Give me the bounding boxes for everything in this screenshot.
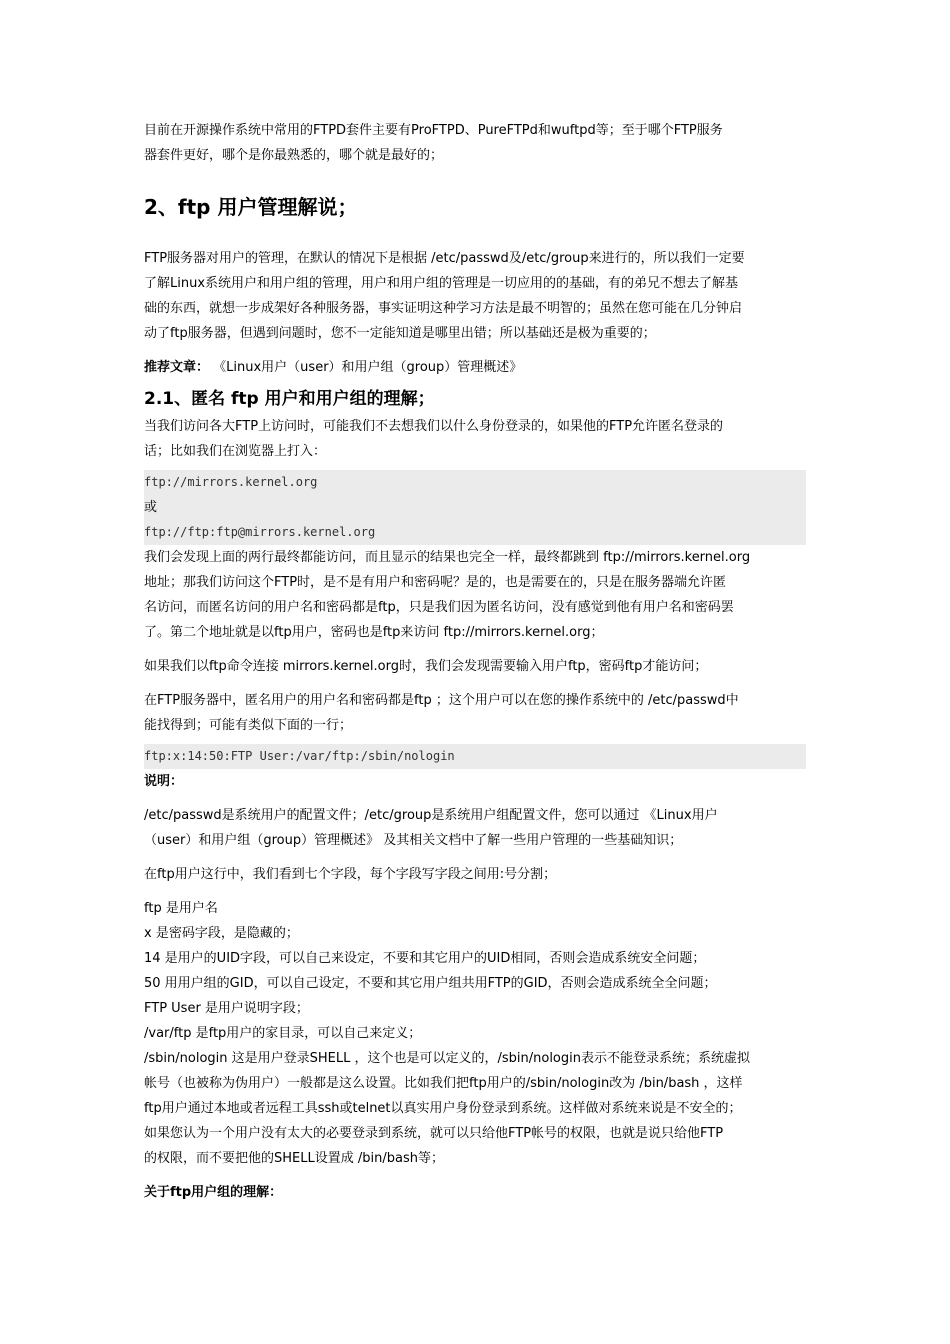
field-line: /var/ftp 是ftp用户的家目录，可以自己来定义； xyxy=(144,1026,422,1041)
note-label: 说明： xyxy=(144,774,184,789)
code-line: ftp://ftp:ftp@mirrors.kernel.org xyxy=(144,525,376,539)
intro-paragraph xyxy=(144,118,806,168)
paragraph-line: 了解Linux系统用户和用户组的管理，用户和用户组的管理是一切应用的的基础，有的弟兄不想去了解基 xyxy=(144,276,739,291)
field-line: 如果您认为一个用户没有太大的必要登录到系统，就可以只给他FTP帐号的权限，也就是说只给他FTP xyxy=(144,1126,724,1141)
paragraph-line: 地址；那我们访问这个FTP时，是不是有用户和密码呢？是的，也是需要在的，只是在服务器端允许匿 xyxy=(144,575,727,590)
recommend-label: 推荐文章： xyxy=(144,360,210,375)
section21-paragraph-1 xyxy=(144,414,806,464)
paragraph-line: （user）和用户组（group）管理概述》 及其相关文档中了解一些用户管理的一些基础知识； xyxy=(144,833,683,848)
paragraph-line: /etc/passwd是系统用户的配置文件；/etc/group是系统用户组配置文件，您可以通过 《Linux用户 xyxy=(144,808,718,823)
paragraph-line: 我们会发现上面的两行最终都能访问，而且显示的结果也完全一样，最终都跳到 ftp://mirrors.kernel.org xyxy=(144,550,751,565)
paragraph-line: 话；比如我们在浏览器上打入： xyxy=(144,444,327,459)
code-block-passwd xyxy=(144,744,806,769)
section2-paragraph xyxy=(144,246,806,346)
field-line: /sbin/nologin 这是用户登录SHELL ，这个也是可以定义的，/sbin/nologin表示不能登录系统；系统虚拟 xyxy=(144,1051,750,1066)
paragraph-line: 了。第二个地址就是以ftp用户，密码也是ftp来访问 ftp://mirrors.kernel.org； xyxy=(144,625,604,640)
section21-paragraph-3: 如果我们以ftp命令连接 mirrors.kernel.org时，我们会发现需要输入用户ftp，密码ftp才能访问； xyxy=(144,659,708,674)
section-heading: 2、ftp 用户管理解说； xyxy=(144,195,358,219)
section21-paragraph-2 xyxy=(144,545,806,645)
code-line: 或 xyxy=(144,500,158,515)
paragraph-line: 能找得到；可能有类似下面的一行； xyxy=(144,718,353,733)
field-line: FTP User 是用户说明字段； xyxy=(144,1001,309,1016)
paragraph-line: 当我们访问各大FTP上访问时，可能我们不去想我们以什么身份登录的，如果他的FTP允许匿名登录的 xyxy=(144,419,724,434)
paragraph-line: 动了ftp服务器，但遇到问题时，您不一定能知道是哪里出错；所以基础还是极为重要的； xyxy=(144,326,656,341)
subsection-heading: 2.1、匿名 ftp 用户和用户组的理解； xyxy=(144,389,435,409)
field-line: 帐号（也被称为伪用户）一般都是这么设置。比如我们把ftp用户的/sbin/nologin改为 /bin/bash ，这样 xyxy=(144,1076,743,1091)
recommend-line xyxy=(144,355,806,380)
code-block-urls xyxy=(144,470,806,545)
code-line: ftp:x:14:50:FTP User:/var/ftp:/sbin/nologin xyxy=(144,749,455,763)
intro-line: 器套件更好，哪个是你最熟悉的，哪个就是最好的； xyxy=(144,148,444,163)
field-line: 的权限，而不要把他的SHELL设置成 /bin/bash等； xyxy=(144,1151,444,1166)
intro-line: 目前在开源操作系统中常用的FTPD套件主要有ProFTPD、PureFTPd和wuftpd等；至于哪个FTP服务 xyxy=(144,123,723,138)
document-page xyxy=(144,118,806,1205)
paragraph-line: 础的东西，就想一步成架好各种服务器，事实证明这种学习方法是最不明智的；虽然在您可能在几分钟启 xyxy=(144,301,743,316)
recommend-article-link[interactable]: 《Linux用户（user）和用户组（group）管理概述》 xyxy=(213,360,523,375)
section21-paragraph-5 xyxy=(144,803,806,853)
paragraph-line: 名访问，而匿名访问的用户名和密码都是ftp，只是我们因为匿名访问，没有感觉到他有用户名和密码罢 xyxy=(144,600,734,615)
field-line: ftp 是用户名 xyxy=(144,901,218,916)
section21-paragraph-4 xyxy=(144,688,806,738)
paragraph-line: 在FTP服务器中，匿名用户的用户名和密码都是ftp ；这个用户可以在您的操作系统中的 /etc/passwd中 xyxy=(144,693,739,708)
paragraph-line: FTP服务器对用户的管理，在默认的情况下是根据 /etc/passwd及/etc/group来进行的，所以我们一定要 xyxy=(144,251,745,266)
field-explanation-list xyxy=(144,896,806,1171)
code-line: ftp://mirrors.kernel.org xyxy=(144,475,318,489)
section21-paragraph-6: 在ftp用户这行中，我们看到七个字段，每个字段写字段之间用:号分割； xyxy=(144,867,557,882)
field-line: 14 是用户的UID字段，可以自己来设定，不要和其它用户的UID相同，否则会造成系统安全问题； xyxy=(144,951,706,966)
field-line: ftp用户通过本地或者远程工具ssh或telnet以真实用户身份登录到系统。这样做对系统来说是不安全的； xyxy=(144,1101,742,1116)
field-line: x 是密码字段，是隐藏的； xyxy=(144,926,299,941)
group-section-label: 关于ftp用户组的理解： xyxy=(144,1185,283,1200)
field-line: 50 用用户组的GID，可以自己设定，不要和其它用户组共用FTP的GID，否则会造成系统全全问题； xyxy=(144,976,717,991)
